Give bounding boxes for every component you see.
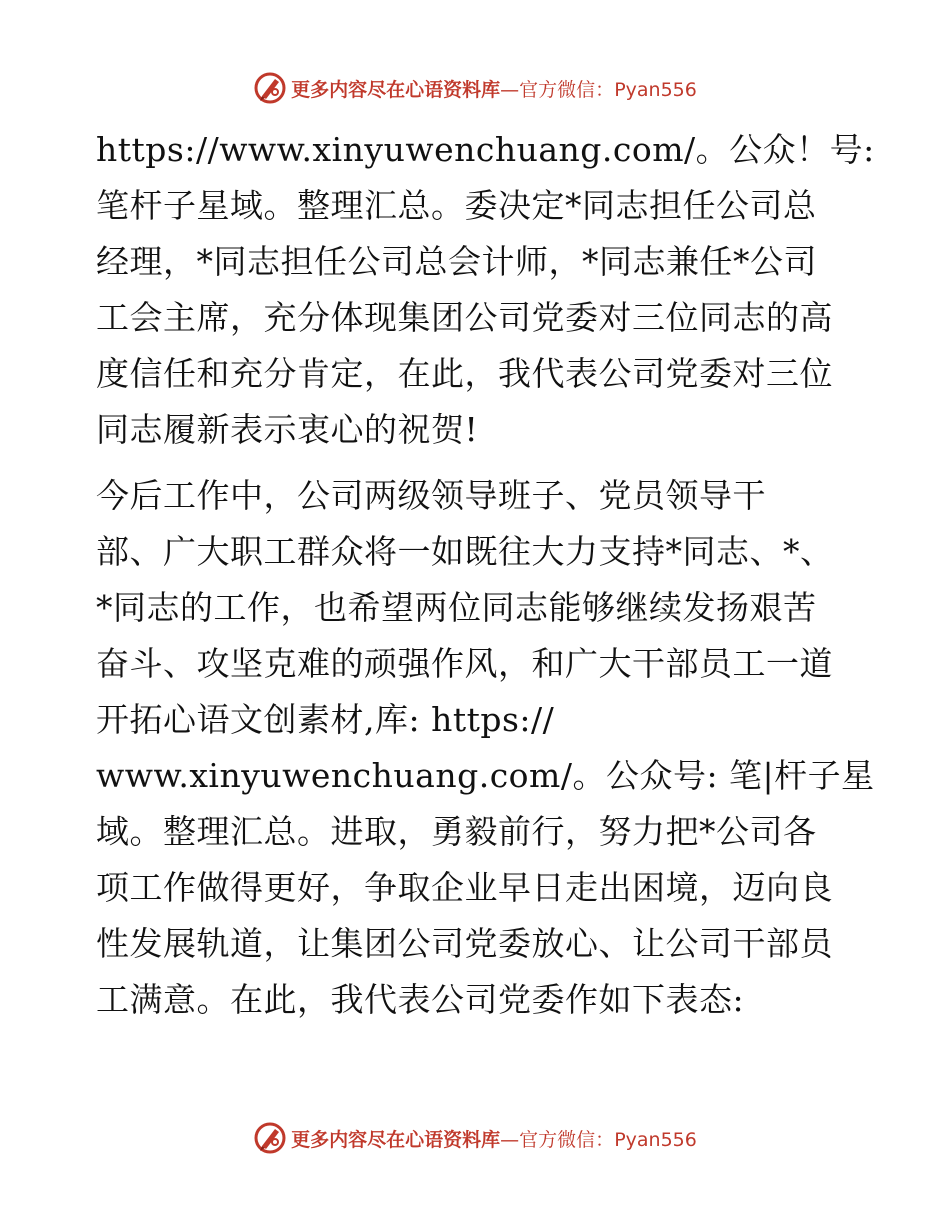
text-line: 性发展轨道，让集团公司党委放心、让公司干部员 bbox=[96, 924, 833, 963]
header-banner bbox=[0, 68, 950, 108]
document-body bbox=[96, 122, 875, 1028]
text-line: 工会主席，充分体现集团公司党委对三位同志的高 bbox=[96, 298, 833, 337]
header-text bbox=[291, 75, 697, 102]
text-line: *同志的工作，也希望两位同志能够继续发扬艰苦 bbox=[96, 588, 817, 627]
footer-banner bbox=[0, 1118, 950, 1158]
paragraph-2 bbox=[96, 468, 875, 1028]
pen-logo-icon bbox=[253, 1121, 287, 1155]
text-line: 同志履新表示衷心的祝贺! bbox=[96, 410, 479, 449]
text-line: 今后工作中，公司两级领导班子、党员领导干 bbox=[96, 476, 766, 515]
header-separator: — bbox=[500, 78, 520, 101]
text-line: www.xinyuwenchuang.com/。公众号: 笔|杆子星 bbox=[96, 756, 875, 795]
paragraph-gap bbox=[96, 458, 866, 468]
text-line: 开拓心语文创素材,库: https:// bbox=[96, 700, 555, 739]
text-line: 域。整理汇总。进取，勇毅前行，努力把*公司各 bbox=[96, 812, 817, 851]
footer-main-text: 更多内容尽在心语资料库 bbox=[291, 1128, 501, 1151]
text-line: 笔杆子星域。整理汇总。委决定*同志担任公司总 bbox=[96, 186, 817, 225]
text-line: 项工作做得更好，争取企业早日走出困境，迈向良 bbox=[96, 868, 833, 907]
text-line: https://www.xinyuwenchuang.com/。公众！号: bbox=[96, 130, 875, 169]
footer-separator: — bbox=[500, 1128, 520, 1151]
text-line: 经理，*同志担任公司总会计师，*同志兼任*公司 bbox=[96, 242, 817, 281]
text-line: 部、广大职工群众将一如既往大力支持*同志、*、 bbox=[96, 532, 834, 571]
text-line: 工满意。在此，我代表公司党委作如下表态: bbox=[96, 980, 745, 1019]
footer-text bbox=[291, 1125, 697, 1152]
paragraph-1 bbox=[96, 122, 875, 458]
text-line: 奋斗、攻坚克难的顽强作风，和广大干部员工一道 bbox=[96, 644, 833, 683]
header-wechat-label: 官方微信： bbox=[519, 78, 615, 101]
pen-logo-icon bbox=[253, 71, 287, 105]
footer-wechat-label: 官方微信： bbox=[519, 1128, 615, 1151]
text-line: 度信任和充分肯定，在此，我代表公司党委对三位 bbox=[96, 354, 833, 393]
header-main-text: 更多内容尽在心语资料库 bbox=[291, 78, 501, 101]
header-wechat-id: Pyan556 bbox=[614, 78, 697, 101]
footer-wechat-id: Pyan556 bbox=[614, 1128, 697, 1151]
